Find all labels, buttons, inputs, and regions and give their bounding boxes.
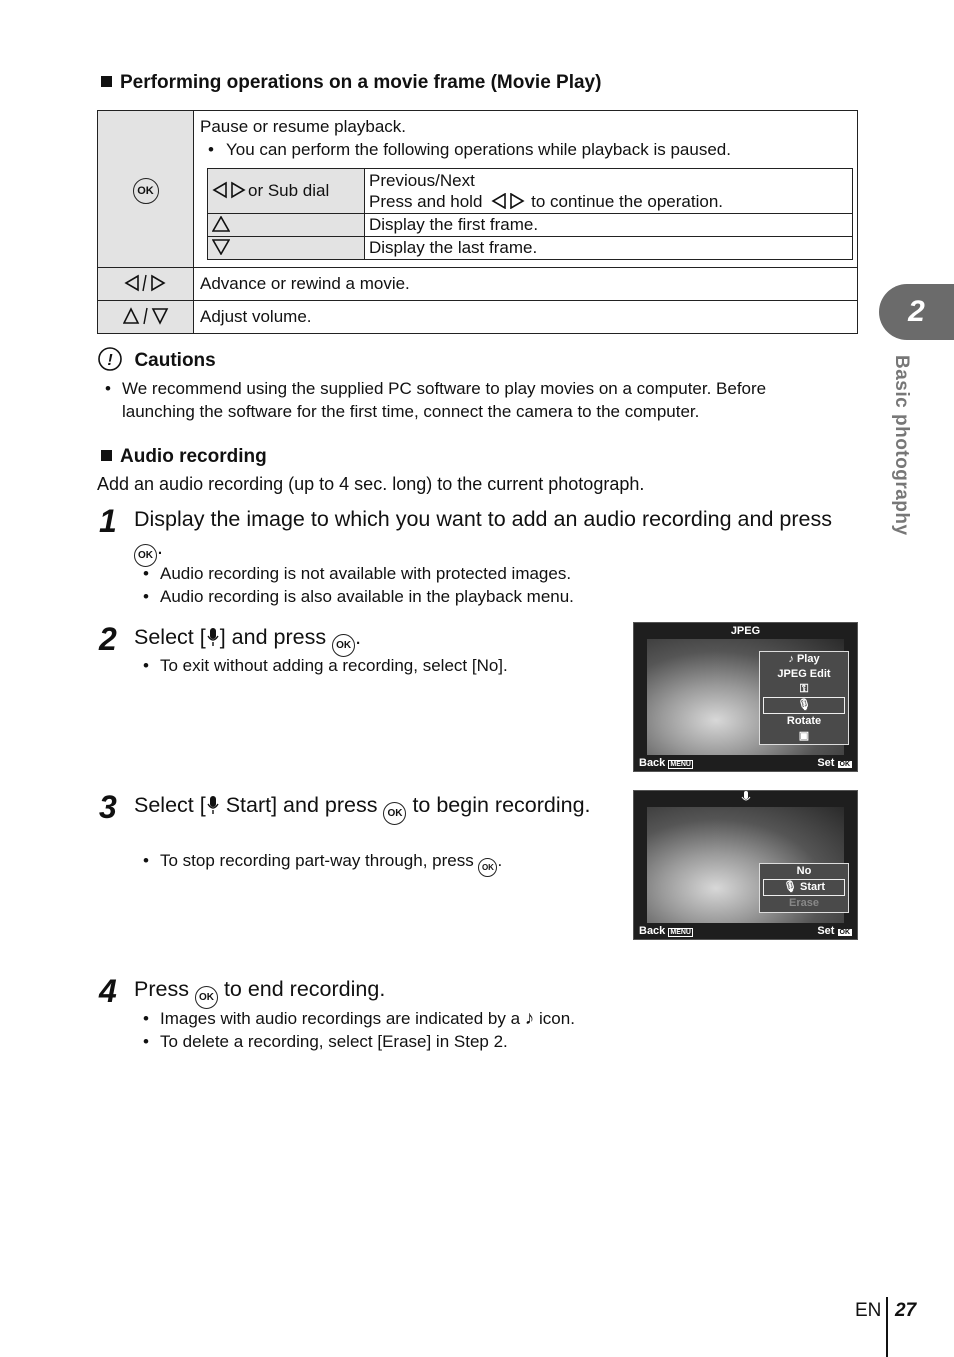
audio-menu xyxy=(759,863,849,913)
menu-item-jpeg-edit[interactable]: JPEG Edit xyxy=(777,668,831,680)
step-3-text-a: Select [ xyxy=(134,793,206,817)
menu-item-audio[interactable] xyxy=(763,697,845,714)
step-number: 4 xyxy=(99,973,117,1009)
left-right-arrow-icon xyxy=(124,274,168,292)
ok-key-icon: OK xyxy=(839,761,850,768)
prev-next-text: Previous/Next xyxy=(369,171,475,190)
cautions-heading xyxy=(97,346,216,372)
section-title-audio xyxy=(101,446,267,468)
chapter-label: Basic photography xyxy=(891,355,912,536)
menu-item-play[interactable] xyxy=(760,652,848,667)
playback-menu xyxy=(759,651,849,745)
footer-divider xyxy=(886,1297,888,1357)
step-number: 2 xyxy=(99,621,117,657)
step-1-text-a: Display the image to which you want to add an audio recording and press xyxy=(134,507,832,531)
footer-language: EN xyxy=(855,1300,882,1321)
share-order-icon: ▣ xyxy=(798,730,810,742)
ok-button-icon: OK xyxy=(134,544,157,567)
menu-item-share[interactable] xyxy=(760,729,848,744)
bullet-text: Images with audio recordings are indicated by a xyxy=(160,1009,521,1028)
bullet-text-end: . xyxy=(497,851,503,870)
left-right-arrow-icon xyxy=(212,181,248,199)
movie-operations-table xyxy=(97,110,858,334)
ok-button-icon: OK xyxy=(383,802,406,825)
caution-icon xyxy=(97,346,123,372)
music-note-icon: ♪ xyxy=(524,1008,535,1029)
continue-text: to continue the operation. xyxy=(531,192,724,211)
step-3-text-b: Start] and press xyxy=(225,793,378,817)
audio-intro-text: Add an audio recording (up to 4 sec. long) to the current photograph. xyxy=(97,474,645,494)
chapter-tab: 2 xyxy=(879,284,954,340)
step-2-text xyxy=(134,623,604,657)
ok-button-icon: OK xyxy=(195,986,218,1009)
press-hold-text: Press and hold xyxy=(369,192,483,211)
camera-screen-playback-menu xyxy=(633,622,858,772)
section-title-text: Audio recording xyxy=(120,446,267,467)
bullet-item xyxy=(143,1007,743,1030)
square-bullet-icon xyxy=(101,450,112,461)
adjust-volume-text: Adjust volume. xyxy=(194,301,858,334)
bullet-item: • To delete a recording, select [Erase] in Step 2. xyxy=(143,1030,743,1053)
up-down-key-cell xyxy=(98,301,194,334)
down-arrow-icon xyxy=(212,239,230,255)
svg-text:!: ! xyxy=(107,352,113,369)
paused-operations-table xyxy=(207,168,853,260)
key-icon: ⚿ xyxy=(799,683,809,695)
bullet-text-end: icon. xyxy=(539,1009,575,1028)
back-label[interactable]: Back xyxy=(639,757,666,769)
back-label[interactable]: Back xyxy=(639,925,666,937)
microphone-icon: 🎙︎ xyxy=(797,699,811,711)
screen-top-label xyxy=(634,791,857,807)
menu-item-start[interactable] xyxy=(763,879,845,896)
up-arrow-icon xyxy=(212,216,230,232)
microphone-icon xyxy=(206,627,220,647)
ok-key-icon: OK xyxy=(839,929,850,936)
prev-next-cell xyxy=(365,169,853,214)
step-3-text xyxy=(134,791,604,825)
square-bullet-icon xyxy=(101,76,112,87)
screen-bottom-bar xyxy=(634,923,857,939)
down-key-cell xyxy=(208,237,365,260)
set-label[interactable]: Set xyxy=(817,925,835,937)
bullet-item xyxy=(143,849,603,877)
page-number: 27 xyxy=(895,1300,917,1321)
bullet-item: • Audio recording is not available with protected images. xyxy=(143,562,743,585)
microphone-icon xyxy=(741,791,751,804)
menu-item-protect[interactable] xyxy=(760,682,848,697)
bullet-text: To stop recording part-way through, press xyxy=(160,851,474,870)
left-right-key-cell xyxy=(98,268,194,301)
section-title-movie-play xyxy=(101,72,601,94)
caution-item: • We recommend using the supplied PC software to play movies on a computer. Before launching the software for the first time, connect the camera to the computer. xyxy=(105,377,835,423)
camera-screen-audio-menu xyxy=(633,790,858,940)
ok-button-icon: OK xyxy=(133,178,159,204)
ok-button-icon: OK xyxy=(332,634,355,657)
step-number: 3 xyxy=(99,789,117,825)
step-2-text-a: Select [ xyxy=(134,625,206,649)
first-frame-text: Display the first frame. xyxy=(365,214,853,237)
step-4-bullets xyxy=(143,1007,743,1053)
bullet-item: • Audio recording is also available in the playback menu. xyxy=(143,585,743,608)
screen-bottom-bar xyxy=(634,755,857,771)
menu-item-no[interactable]: No xyxy=(796,865,812,877)
step-1-bullets xyxy=(143,562,743,608)
step-4-text-b: to end recording. xyxy=(223,977,386,1001)
menu-label: Play xyxy=(796,653,820,665)
ok-key-cell xyxy=(98,111,194,268)
ok-button-icon: OK xyxy=(478,858,497,877)
microphone-icon: 🎙︎ xyxy=(782,881,797,893)
step-4-text xyxy=(134,975,734,1009)
bullet-item: • To exit without adding a recording, select [No]. xyxy=(143,654,603,677)
set-label[interactable]: Set xyxy=(817,757,835,769)
left-right-arrow-icon xyxy=(491,193,527,209)
step-1-text-b: . xyxy=(157,535,163,559)
step-4-text-a: Press xyxy=(134,977,189,1001)
menu-label: Start xyxy=(799,881,826,893)
pause-resume-text: Pause or resume playback. xyxy=(200,117,406,136)
up-down-arrow-icon xyxy=(123,307,169,325)
advance-rewind-text: Advance or rewind a movie. xyxy=(194,268,858,301)
menu-key-icon: MENU xyxy=(670,929,691,936)
sub-dial-text: or Sub dial xyxy=(248,181,330,200)
cautions-title: Cautions xyxy=(134,350,216,371)
screen-top-label: JPEG xyxy=(730,625,761,637)
step-2-bullets xyxy=(143,654,603,677)
menu-item-rotate[interactable]: Rotate xyxy=(786,715,822,727)
microphone-icon xyxy=(206,795,220,815)
step-3-text-c: to begin recording. xyxy=(412,793,591,817)
pause-bullet-text: You can perform the following operations while playback is paused. xyxy=(226,140,731,159)
menu-key-icon: MENU xyxy=(670,761,691,768)
section-title-text: Performing operations on a movie frame (Movie Play) xyxy=(120,72,602,93)
music-note-icon: ♪ xyxy=(788,653,794,665)
step-2-text-b: ] and press xyxy=(219,625,327,649)
last-frame-text: Display the last frame. xyxy=(365,237,853,260)
cautions-list xyxy=(105,377,835,423)
up-key-cell xyxy=(208,214,365,237)
step-3-bullets xyxy=(143,849,603,877)
left-right-key-cell xyxy=(208,169,365,214)
menu-item-erase[interactable]: Erase xyxy=(789,897,819,909)
step-2-text-c: . xyxy=(355,625,362,649)
step-number: 1 xyxy=(99,503,117,539)
step-1-text xyxy=(134,505,834,567)
pause-bullet: • You can perform the following operations while playback is paused. xyxy=(208,140,731,159)
